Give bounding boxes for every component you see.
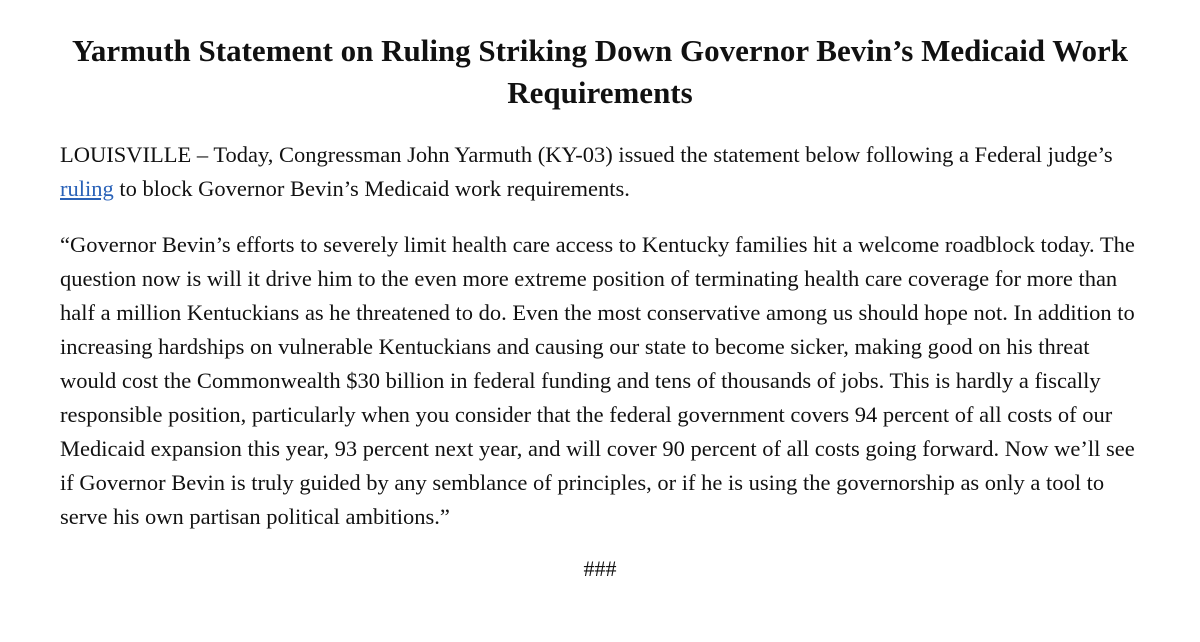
page-title: Yarmuth Statement on Ruling Striking Down Governor Bevin’s Medicaid Work Requirements	[71, 33, 1129, 110]
quote-paragraph: “Governor Bevin’s efforts to severely limit health care access to Kentucky families hit a welcome roadblock today. The question now is will it drive him to the even more extreme position of terminating health care coverage for more than half a million Kentuckians as he threatened to do. Even the most conservative among us should hope not. In addition to increasing hardships on vulnerable Kentuckians and causing our state to become sicker, making good on his threat would cost the Commonwealth $30 billion in federal funding and tens of thousands of jobs. This is hardly a fiscally responsible position, particularly when you consider that the federal government covers 94 percent of all costs of our Medicaid expansion this year, 93 percent next year, and will cover 90 percent of all costs going forward. Now we’ll see if Governor Bevin is truly guided by any semblance of principles, or if he is using the governorship as only a tool to serve his own partisan political ambitions.”	[60, 232, 1135, 529]
end-mark: ###	[583, 556, 617, 581]
ruling-link[interactable]: ruling	[60, 176, 114, 201]
intro-text-before-link: LOUISVILLE – Today, Congressman John Yarmuth (KY-03) issued the statement below following a Federal judge’s	[60, 142, 1113, 167]
intro-text-after-link: to block Governor Bevin’s Medicaid work requirements.	[113, 176, 630, 201]
intro-paragraph	[60, 138, 1140, 206]
